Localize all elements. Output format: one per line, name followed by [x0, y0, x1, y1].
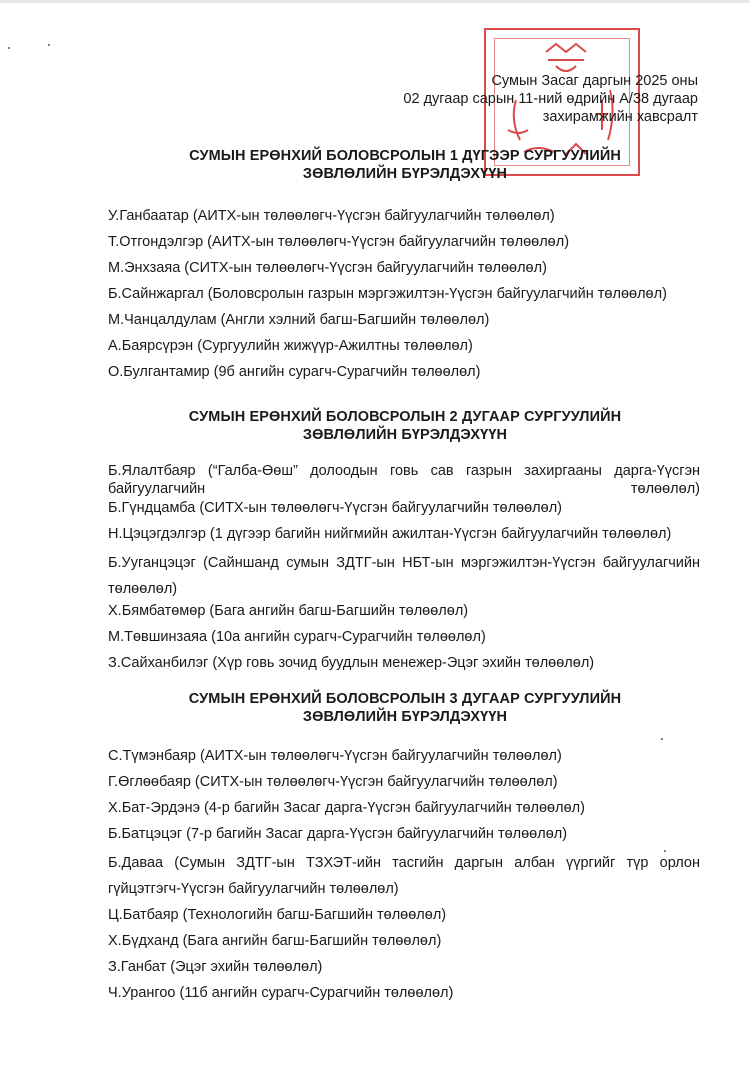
section-3-title [100, 690, 710, 726]
section-2-member: З.Сайханбилэг (Хүр говь зочид буудлын менежер-Эцэг эхийн төлөөлөл) [108, 655, 595, 671]
section-2-member: М.Төвшинзаяа (10а ангийн сурагч-Сурагчийн төлөөлөл) [108, 629, 486, 645]
section-1-member: Б.Сайнжаргал (Боловсролын газрын мэргэжилтэн-Үүсгэн байгуулагчийн төлөөлөл) [108, 286, 667, 302]
section-3-title-line-1: СУМЫН ЕРӨНХИЙ БОЛОВСРОЛЫН 3 ДУГААР СУРГУУЛИЙН [188, 691, 622, 707]
scan-speck [661, 738, 663, 740]
section-2-member: Б.Гүндцамба (СИТХ-ын төлөөлөгч-Үүсгэн байгуулагчийн төлөөлөл) [108, 500, 562, 516]
section-1-title-line-1: СУМЫН ЕРӨНХИЙ БОЛОВСРОЛЫН 1 ДҮГЭЭР СУРГУУЛИЙН [189, 148, 621, 164]
section-2-title-line-2: ЗӨВЛӨЛИЙН БҮРЭЛДЭХҮҮН [302, 427, 508, 443]
scan-speck [8, 47, 10, 49]
appendix-line-1: Сумын Засаг даргын 2025 оны [491, 73, 698, 89]
appendix-line-2: 02 дугаар сарын 11-ний өдрийн А/38 дугаар [403, 91, 698, 107]
appendix-line-3: захирамжийн хавсралт [542, 109, 698, 125]
section-1-member: М.Энхзаяа (СИТХ-ын төлөөлөгч-Үүсгэн байгуулагчийн төлөөлөл) [108, 260, 547, 276]
scan-speck [48, 44, 50, 46]
section-3-member: Х.Бүдханд (Бага ангийн багш-Багшийн төлөөлөл) [108, 933, 442, 949]
section-1-member: У.Ганбаатар (АИТХ-ын төлөөлөгч-Үүсгэн байгуулагчийн төлөөлөл) [108, 208, 555, 224]
section-3-member: Х.Бат-Эрдэнэ (4-р багийн Засаг дарга-Үүсгэн байгуулагчийн төлөөлөл) [108, 800, 585, 816]
section-2-title-line-1: СУМЫН ЕРӨНХИЙ БОЛОВСРОЛЫН 2 ДУГААР СУРГУУЛИЙН [188, 409, 622, 425]
section-3-title-line-2: ЗӨВЛӨЛИЙН БҮРЭЛДЭХҮҮН [302, 709, 508, 725]
section-2-member: Б.Ууганцэцэг (Сайншанд сумын ЗДТГ-ын НБТ-ын мэргэжилтэн-Үүсгэн байгуулагчийн төлөөлөл) [108, 555, 700, 597]
section-2-member: Б.Ялалтбаяр (“Галба-Өөш” долоодын говь сав газрын захиргааны дарга-Үүсгэн байгуулагчийн төлөөлөл) [108, 463, 700, 497]
section-3-member: Б.Батцэцэг (7-р багийн Засаг дарга-Үүсгэн байгуулагчийн төлөөлөл) [108, 826, 568, 842]
section-2-member: Н.Цэцэгдэлгэр (1 дүгээр багийн нийгмийн ажилтан-Үүсгэн байгуулагчийн төлөөлөл) [108, 526, 672, 542]
section-3-member: Ч.Урангоо (11б ангийн сурагч-Сурагчийн төлөөлөл) [108, 985, 454, 1001]
section-1-title-line-2: ЗӨВЛӨЛИЙН БҮРЭЛДЭХҮҮН [302, 166, 508, 182]
section-3-member: Ц.Батбаяр (Технологийн багш-Багшийн төлөөлөл) [108, 907, 447, 923]
section-1-member: О.Булгантамир (9б ангийн сурагч-Сурагчийн төлөөлөл) [108, 364, 481, 380]
section-1-member: А.Баярсүрэн (Сургуулийн жижүүр-Ажилтны төлөөлөл) [108, 338, 473, 354]
section-3-member: С.Түмэнбаяр (АИТХ-ын төлөөлөгч-Үүсгэн байгуулагчийн төлөөлөл) [108, 748, 562, 764]
section-3-member: Г.Өглөөбаяр (СИТХ-ын төлөөлөгч-Үүсгэн байгуулагчийн төлөөлөл) [108, 774, 558, 790]
scan-edge [0, 0, 750, 3]
section-2-member: Х.Бямбатөмөр (Бага ангийн багш-Багшийн төлөөлөл) [108, 603, 469, 619]
section-3-member: Б.Даваа (Сумын ЗДТГ-ын ТЗХЭТ-ийн тасгийн даргын албан үүргийг түр орлон гүйцэтгэгч-Үүсгэн байгуулагчийн төлөөлөл) [108, 855, 700, 897]
section-1-member: Т.Отгондэлгэр (АИТХ-ын төлөөлөгч-Үүсгэн байгуулагчийн төлөөлөл) [108, 234, 570, 250]
section-2-title [100, 408, 710, 444]
section-1-title [100, 147, 710, 183]
section-1-member: М.Чанцалдулам (Англи хэлний багш-Багшийн төлөөлөл) [108, 312, 490, 328]
appendix-note [403, 72, 698, 126]
section-3-member: З.Ганбат (Эцэг эхийн төлөөлөл) [108, 959, 323, 975]
